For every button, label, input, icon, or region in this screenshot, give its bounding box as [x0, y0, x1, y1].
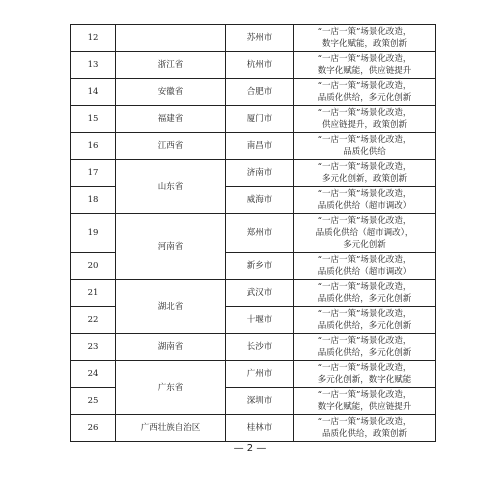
table-row [71, 25, 436, 52]
pilot-type-cell [294, 214, 436, 253]
row-number: 18 [71, 187, 116, 214]
city-cell: 广州市 [226, 361, 294, 388]
pilot-type-cell [294, 307, 436, 334]
pilot-type-line: “一店一策”场景化改造， [317, 282, 412, 292]
row-number: 17 [71, 160, 116, 187]
province-cell: 广西壮族自治区 [116, 415, 226, 442]
city-cell: 南昌市 [226, 133, 294, 160]
pilot-type-cell [294, 388, 436, 415]
province-cell: 广东省 [116, 361, 226, 415]
pilot-type-cell [294, 79, 436, 106]
pilot-type-line: 品质化供给（超市调改） [317, 267, 412, 277]
city-cell: 济南市 [226, 160, 294, 187]
pilot-type-line: 品质化供给，多元化创新 [317, 348, 412, 358]
pilot-type-cell [294, 253, 436, 280]
city-cell: 武汉市 [226, 280, 294, 307]
pilot-type-line: “一店一策”场景化改造， [317, 390, 412, 400]
pilot-type-line: 多元化创新，政策创新 [321, 174, 407, 184]
pilot-type-cell [294, 361, 436, 388]
table-row [71, 415, 436, 442]
pilot-type-line: “一店一策”场景化改造， [317, 309, 412, 319]
row-number: 16 [71, 133, 116, 160]
city-cell: 杭州市 [226, 52, 294, 79]
pilot-type-line: 数字化赋能，政策创新 [321, 39, 407, 49]
pilot-type-line: “一店一策”场景化改造， [317, 216, 412, 226]
row-number: 23 [71, 334, 116, 361]
table-row [71, 334, 436, 361]
pilot-type-line: “一店一策”场景化改造， [317, 135, 412, 145]
pilot-type-cell [294, 415, 436, 442]
pilot-type-cell [294, 160, 436, 187]
row-number: 13 [71, 52, 116, 79]
pilot-type-line: 多元化创新，数字化赋能 [317, 375, 412, 385]
table-row [71, 79, 436, 106]
table-row [71, 106, 436, 133]
city-cell: 厦门市 [226, 106, 294, 133]
table-row [71, 361, 436, 388]
city-cell: 桂林市 [226, 415, 294, 442]
pilot-type-cell [294, 280, 436, 307]
pilot-type-line: 品质化供给（超市调改）， [315, 228, 414, 238]
pilot-type-line: 多元化创新 [343, 240, 386, 250]
row-number: 21 [71, 280, 116, 307]
pilot-type-line: “一店一策”场景化改造， [317, 363, 412, 373]
pilot-type-line: “一店一策”场景化改造， [317, 108, 412, 118]
pilot-type-line: 品质化供给（超市调改） [317, 201, 412, 211]
province-cell: 江西省 [116, 133, 226, 160]
city-cell: 苏州市 [226, 25, 294, 52]
pilot-type-line: “一店一策”场景化改造， [317, 189, 412, 199]
pilot-type-line: 数字化赋能，供应链提升 [317, 402, 412, 412]
pilot-type-line: “一店一策”场景化改造， [317, 54, 412, 64]
row-number: 19 [71, 214, 116, 253]
row-number: 12 [71, 25, 116, 52]
province-cell: 河南省 [116, 214, 226, 280]
table-row [71, 52, 436, 79]
table-row [71, 280, 436, 307]
province-cell: 浙江省 [116, 52, 226, 79]
pilot-type-line: “一店一策”场景化改造， [317, 417, 412, 427]
province-cell: 山东省 [116, 160, 226, 214]
row-number: 15 [71, 106, 116, 133]
pilot-type-line: 供应链提升，政策创新 [321, 120, 407, 130]
city-cell: 长沙市 [226, 334, 294, 361]
province-cell: 湖北省 [116, 280, 226, 334]
table-row [71, 133, 436, 160]
row-number: 20 [71, 253, 116, 280]
table-row [71, 214, 436, 253]
pilot-cities-table [70, 24, 436, 442]
city-cell: 深圳市 [226, 388, 294, 415]
pilot-type-line: 品质化供给，多元化创新 [317, 93, 412, 103]
pilot-type-line: 品质化供给，多元化创新 [317, 321, 412, 331]
pilot-type-line: 品质化供给，政策创新 [321, 429, 407, 439]
row-number: 14 [71, 79, 116, 106]
province-cell: 湖南省 [116, 334, 226, 361]
pilot-type-line: “一店一策”场景化改造， [317, 336, 412, 346]
province-cell: 安徽省 [116, 79, 226, 106]
row-number: 24 [71, 361, 116, 388]
pilot-type-cell [294, 106, 436, 133]
table-row [71, 160, 436, 187]
city-cell: 十堰市 [226, 307, 294, 334]
city-cell: 威海市 [226, 187, 294, 214]
city-cell: 郑州市 [226, 214, 294, 253]
row-number: 22 [71, 307, 116, 334]
city-cell: 合肥市 [226, 79, 294, 106]
pilot-type-line: 品质化供给，多元化创新 [317, 294, 412, 304]
pilot-type-line: “一店一策”场景化改造， [317, 255, 412, 265]
province-cell: 福建省 [116, 106, 226, 133]
row-number: 26 [71, 415, 116, 442]
pilot-type-cell [294, 25, 436, 52]
pilot-type-line: “一店一策”场景化改造， [317, 81, 412, 91]
pilot-type-line: “一店一策”场景化改造， [317, 27, 412, 37]
pilot-type-cell [294, 334, 436, 361]
pilot-type-line: 品质化供给 [343, 147, 386, 157]
pilot-type-line: 数字化赋能，供应链提升 [317, 66, 412, 76]
page-number: — 2 — [233, 443, 267, 454]
city-cell: 新乡市 [226, 253, 294, 280]
pilot-type-line: “一店一策”场景化改造， [317, 162, 412, 172]
pilot-type-cell [294, 187, 436, 214]
province-cell [116, 25, 226, 52]
pilot-type-cell [294, 133, 436, 160]
pilot-type-cell [294, 52, 436, 79]
row-number: 25 [71, 388, 116, 415]
